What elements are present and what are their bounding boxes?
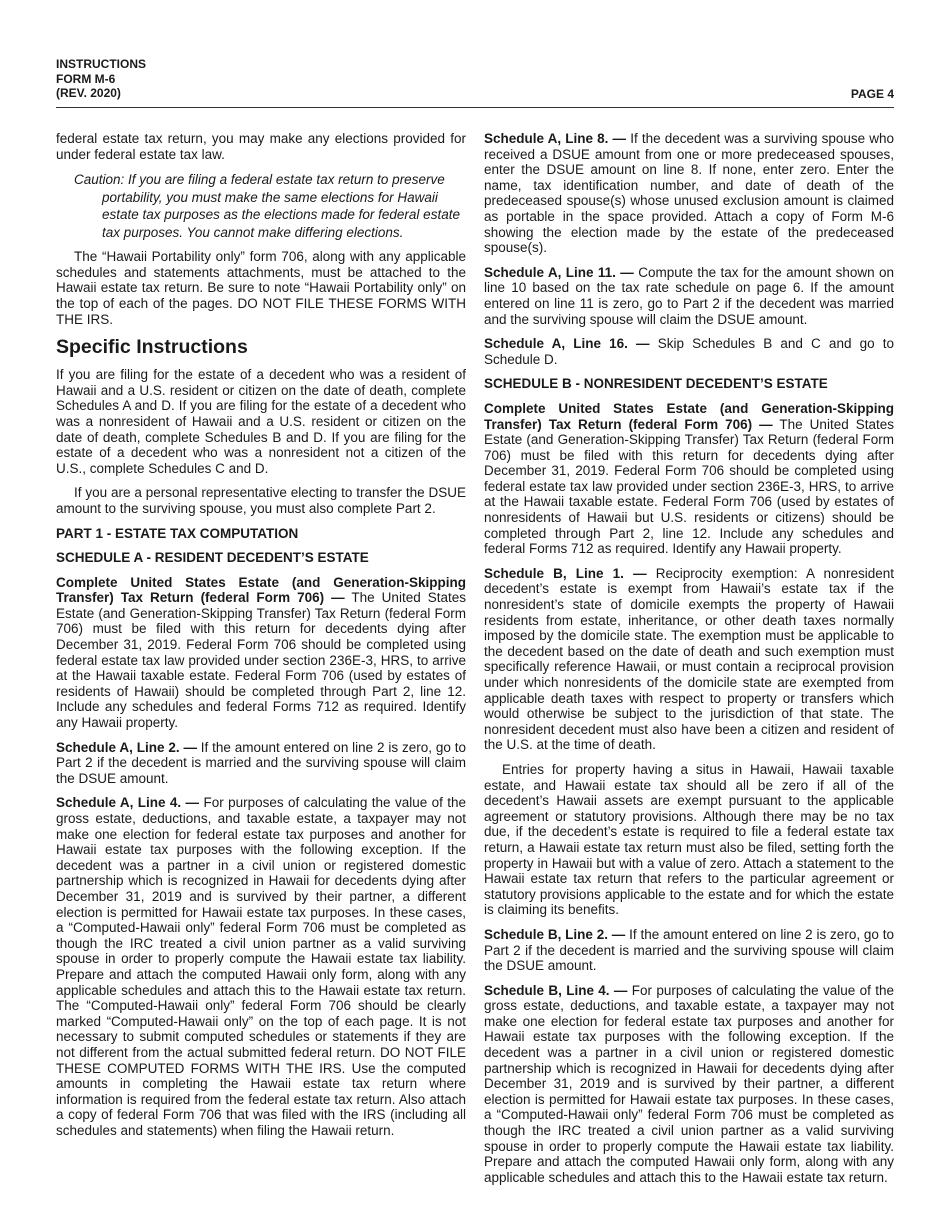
- run-in-heading: Schedule B, Line 1. —: [484, 565, 647, 581]
- paragraph: If you are filing for the estate of a decedent who was a resident of Hawaii and a U.S. resident or citizen on the date of death, complete Schedules A and D. If you are filing for the estate of a decedent who was a nonresident of Hawaii and a U.S. resident or citizen on the date of death, complete Schedules B and D. If you are filing for the estate of a decedent who was a nonresident not a citizen of the U.S., complete Schedules C and D.: [56, 367, 466, 476]
- run-in-heading: Complete United States Estate (and Generation-Skipping Transfer) Tax Return (federal Form 706) —: [484, 400, 894, 432]
- section-heading: Specific Instructions: [56, 336, 248, 359]
- paragraph-text: If the amount entered on line 2 is zero, go to Part 2 if the decedent is married and the surviving spouse will claim the DSUE amount.: [56, 739, 467, 786]
- paragraph-text: The United States Estate (and Generation-Skipping Transfer) Tax Return (federal Form 706) must be filed with this return for decedents dying after December 31, 2019. Federal Form 706 should be completed using federal estate tax law provided under section 236E-3, HRS, to arrive at the Hawaii taxable estate. Federal Form 706 (used by estates of nonresidents of Hawaii but U.S. residents or citizens) should be completed through Part 2, line 12. Include any schedules and federal Forms 712 as required. Identify any Hawaii property.: [484, 416, 894, 557]
- header-revision: (REV. 2020): [56, 86, 121, 100]
- paragraph: [484, 566, 894, 753]
- paragraph: [56, 740, 466, 787]
- header-instructions: INSTRUCTIONS: [56, 57, 146, 71]
- run-in-heading: Schedule A, Line 11. —: [484, 264, 634, 280]
- paragraph: [484, 265, 894, 327]
- paragraph-text: Compute the tax for the amount shown on line 10 based on the tax rate schedule on page 6. If the amount entered on line 11 is zero, go to Part 2 if the decedent was married and the surviving spouse will claim the DSUE amount.: [484, 264, 894, 327]
- paragraph: If you are a personal representative electing to transfer the DSUE amount to the surviving spouse, you must also complete Part 2.: [56, 485, 466, 516]
- paragraph: [484, 131, 894, 256]
- caution-note: Caution: If you are filing a federal estate tax return to preserve portability, you must make the same elections for Hawaii estate tax purposes as the elections made for federal estate tax purposes. You cannot make differing elections.: [74, 172, 460, 240]
- paragraph-text: If the amount entered on line 2 is zero, go to Part 2 if the decedent is married and the surviving spouse will claim the DSUE amount.: [484, 926, 894, 974]
- paragraph-text: Skip Schedules B and C and go to Schedule D.: [484, 336, 894, 367]
- paragraph: The “Hawaii Portability only” form 706, along with any applicable schedules and statements attachments, must be attached to the Hawaii estate tax return. Be sure to note “Hawaii Portability only” on the top of each of the pages. DO NOT FILE THESE FORMS WITH THE IRS.: [56, 249, 466, 327]
- header-form-number: FORM M-6: [56, 71, 116, 86]
- run-in-heading: Schedule A, Line 8. —: [484, 131, 627, 146]
- paragraph-text: If the decedent was a surviving spouse who received a DSUE amount from one or more predeceased spouses, enter the DSUE amount on line 8. If none, enter zero. Enter the name, tax identification number, and date of death of the predeceased spouse(s) whose unused exclusion amount is claimed as portable in the space provided. Attach a copy of Form M-6 showing the election made by the estate of the predeceased spouse(s).: [484, 131, 895, 256]
- schedule-heading: SCHEDULE B - NONRESIDENT DECEDENT’S ESTATE: [484, 376, 828, 392]
- part-heading: PART 1 - ESTATE TAX COMPUTATION: [56, 525, 299, 541]
- run-in-heading: Schedule A, Line 2. —: [56, 739, 197, 755]
- paragraph-text: For purposes of calculating the value of the gross estate, deductions, and taxable estate, a taxpayer may not make one election for federal estate tax purposes and another for Hawaii estate tax purposes with the following exception. If the decedent was a partner in a civil union or registered domestic partnership which is recognized in Hawaii for decedents dying after December 31, 2019 and is survived by their partner, a different election is permitted for Hawaii estate tax purposes. In these cases, a “Computed-Hawaii only” federal Form 706 must be completed as though the IRC treated a civil union partner as a valid surviving spouse in order to properly compute the Hawaii estate tax liability. Prepare and attach the computed Hawaii only form, along with any applicable schedules and attach this to the Hawaii estate tax return.: [484, 982, 894, 1185]
- paragraph-text: Reciprocity exemption: A nonresident decedent’s estate is exempt from Hawaii’s estate tax if the nonresident’s state of domicile exempts the property of Hawaii residents from estate, inheritance, or other death taxes normally imposed by the domicile state. The exemption must be applicable to the decedent based on the date of death and such exemption must specifically reference Hawaii, or must contain a reciprocal provision under which nonresidents of the domicile state are exempted from applicable death taxes with respect to property or transfers which would otherwise be subject to the jurisdiction of that state. The nonresident decedent must also have been a citizen and resident of the U.S. at the time of death.: [484, 565, 894, 753]
- paragraph: [56, 575, 466, 731]
- run-in-heading: Schedule A, Line 16. —: [484, 336, 650, 352]
- run-in-heading: Schedule A, Line 4. —: [56, 795, 200, 811]
- run-in-heading: Schedule B, Line 4. —: [484, 982, 628, 998]
- paragraph: [484, 401, 894, 557]
- run-in-heading: Schedule B, Line 2. —: [484, 926, 626, 942]
- paragraph-text: For purposes of calculating the value of the gross estate, deductions, and taxable estate, a taxpayer may not make one election for federal estate tax purposes and another for Hawaii estate tax purposes with the following exception. If the decedent was a partner in a civil union or registered domestic partnership which is recognized in Hawaii for decedents dying after December 31, 2019 and is survived by their partner, a different election is permitted for Hawaii estate tax purposes. In these cases, a “Computed-Hawaii only” federal Form 706 must be completed as though the IRC treated a civil union partner as a valid surviving spouse in order to properly compute the Hawaii estate tax liability. Prepare and attach the computed Hawaii only form, along with any applicable schedules and attach this to the Hawaii estate tax return. The “Computed-Hawaii only” federal Form 706 should be clearly marked “Computed-Hawaii only” on the top of each page. It is not necessary to submit computed schedules or statements if they are not different from the actual submitted federal return. DO NOT FILE THESE COMPUTED FORMS WITH THE IRS. Use the computed amounts in completing the Hawaii estate tax return where information is required from the federal estate tax return. Also attach a copy of federal Form 706 that was filed with the IRS (including all schedules and statements) when filing the Hawaii return.: [56, 795, 467, 1138]
- paragraph: [484, 983, 894, 1186]
- left-column: [56, 131, 466, 1147]
- schedule-heading: SCHEDULE A - RESIDENT DECEDENT’S ESTATE: [56, 550, 369, 566]
- form-identifier: [56, 57, 146, 101]
- paragraph: [484, 927, 894, 974]
- page-number: PAGE 4: [850, 87, 894, 101]
- paragraph: [484, 336, 894, 367]
- right-column: [484, 131, 894, 1194]
- run-in-heading: Complete United States Estate (and Generation-Skipping Transfer) Tax Return (federal Form 706) —: [56, 574, 466, 606]
- page-header: [56, 57, 894, 108]
- paragraph: federal estate tax return, you may make any elections provided for under federal estate tax law.: [56, 131, 466, 162]
- paragraph-text: The United States Estate (and Generation-Skipping Transfer) Tax Return (federal Form 706) must be filed with this return for decedents dying after December 31, 2019. Federal Form 706 should be completed using federal estate tax law provided under section 236E-3, HRS, to arrive at the Hawaii taxable estate. Federal Form 706 (used by estates of residents of Hawaii) should be completed through Part 2, line 12. Include any schedules and federal Forms 712 as required. Identify any Hawaii property.: [56, 590, 466, 731]
- paragraph: Entries for property having a situs in Hawaii, Hawaii taxable estate, and Hawaii estate tax should all be zero if all of the decedent’s Hawaii assets are exempt pursuant to the applicable agreement or statutory provisions. Although there may be no tax due, if the decedent’s estate is required to file a federal estate tax return, a Hawaii estate tax return must also be filed, setting forth the property in Hawaii but with a value of zero. Attach a statement to the Hawaii estate tax return that refers to the particular agreement or statutory provisions applicable to the estate and for which the estate is claiming its benefits.: [484, 761, 894, 918]
- paragraph: [56, 795, 466, 1138]
